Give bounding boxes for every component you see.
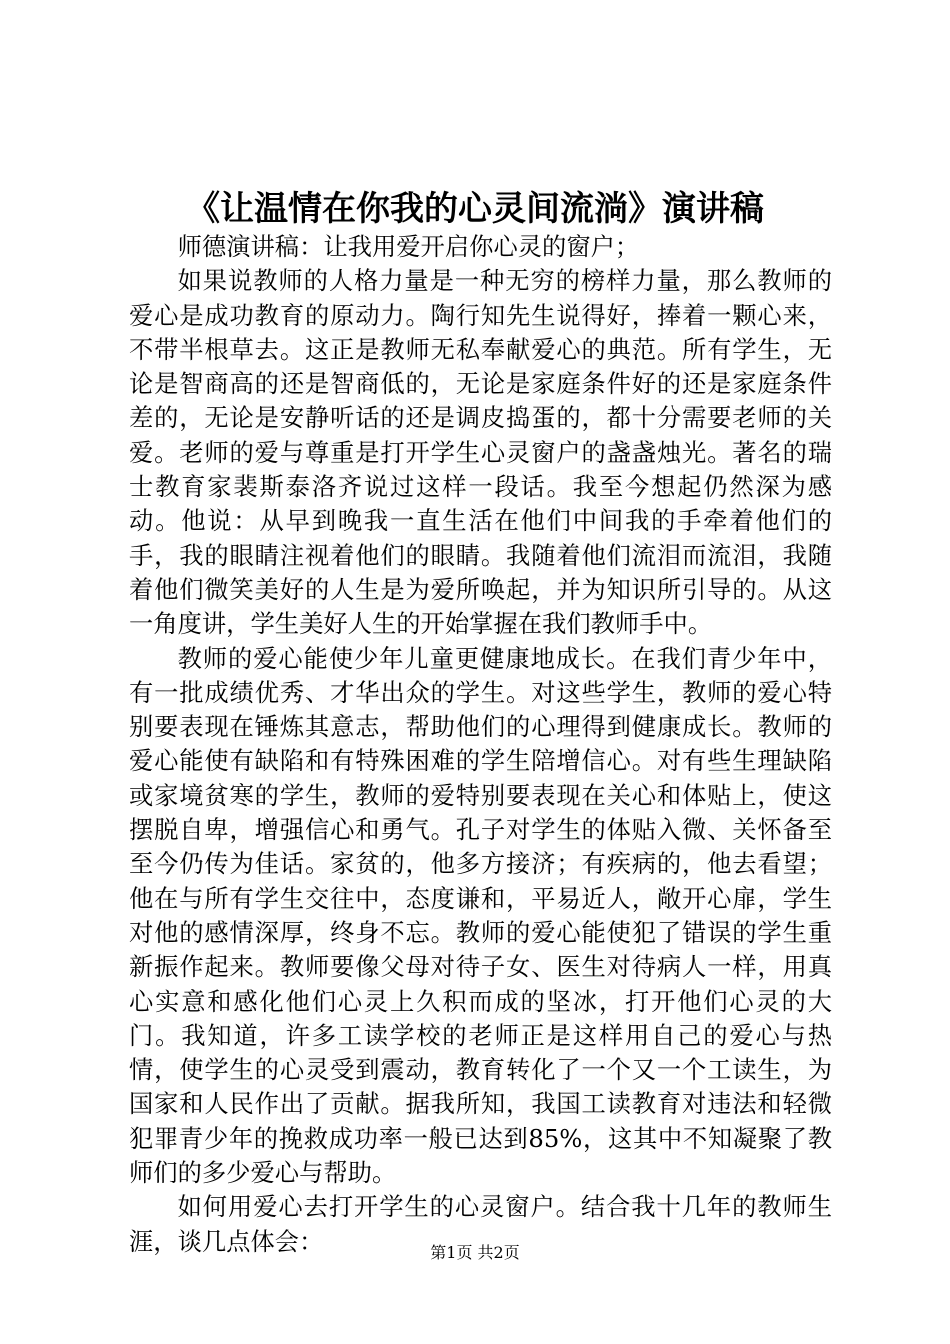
document-body <box>129 230 832 1259</box>
paragraph-intro: 师德演讲稿：让我用爱开启你心灵的窗户； <box>177 232 640 261</box>
paragraph-experience: 如何用爱心去打开学生的心灵窗户。结合我十几年的教师生涯，谈几点体会： <box>129 1192 832 1256</box>
page-number-footer: 第1页 共2页 <box>430 1243 520 1262</box>
document-title: 《让温情在你我的心灵间流淌》演讲稿 <box>186 189 764 229</box>
paragraph-healthy-growth: 教师的爱心能使少年儿童更健康地成长。在我们青少年中，有一批成绩优秀、才华出众的学生。对这些学生，教师的爱心特别要表现在锤炼其意志，帮助他们的心理得到健康成长。教师的爱心能使有缺陷和有特殊困难的学生陪增信心。对有些生理缺陷或家境贫寒的学生，教师的爱特别要表现在关心和体贴上，使这摆脱自卑，增强信心和勇气。孔子对学生的体贴入微、关怀备至至今仍传为佳话。家贫的，他多方接济；有疾病的，他去看望；他在与所有学生交往中，态度谦和，平易近人，敞开心扉，学生对他的感情深厚，终身不忘。教师的爱心能使犯了错误的学生重新振作起来。教师要像父母对待子女、医生对待病人一样，用真心实意和感化他们心灵上久积而成的坚冰，打开他们心灵的大门。我知道，许多工读学校的老师正是这样用自己的爱心与热情，使学生的心灵受到震动，教育转化了一个又一个工读生，为国家和人民作出了贡献。据我所知，我国工读教育对违法和轻微犯罪青少年的挽救成功率一般已达到85%，这其中不知凝聚了教师们的多少爱心与帮助。 <box>129 643 832 1188</box>
paragraph-teacher-love: 如果说教师的人格力量是一种无穷的榜样力量，那么教师的爱心是成功教育的原动力。陶行知先生说得好，捧着一颗心来，不带半根草去。这正是教师无私奉献爱心的典范。所有学生，无论是智商高的还是智商低的，无论是家庭条件好的还是家庭条件差的，无论是安静听话的还是调皮捣蛋的，都十分需要老师的关爱。老师的爱与尊重是打开学生心灵窗户的盏盏烛光。著名的瑞士教育家裴斯泰洛齐说过这样一段话。我至今想起仍然深为感动。他说：从早到晚我一直生活在他们中间我的手牵着他们的手，我的眼睛注视着他们的眼睛。我随着他们流泪而流泪，我随着他们微笑美好的人生是为爱所唤起，并为知识所引导的。从这一角度讲，学生美好人生的开始掌握在我们教师手中。 <box>129 266 832 639</box>
